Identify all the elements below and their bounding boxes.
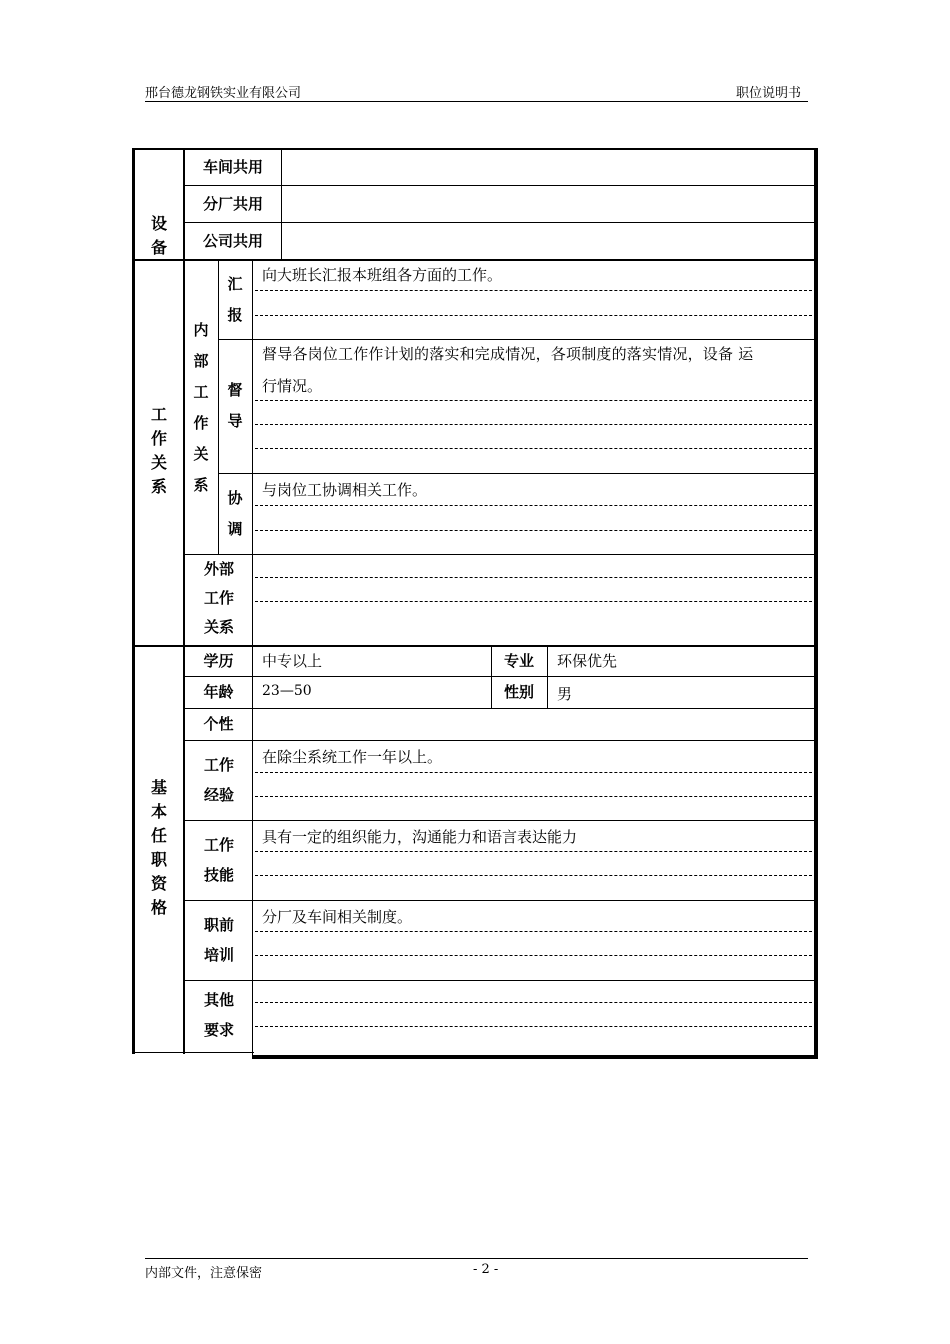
label-major: 专业 [503, 652, 534, 670]
major-value: 环保优先 [557, 652, 618, 670]
coordinate-text: 与岗位工协调相关工作。 [262, 481, 428, 499]
label-age: 年龄 [203, 683, 234, 701]
label-branch-shared: 分厂共用 [202, 195, 263, 213]
supervise-text-line1: 督导各岗位工作作计划的落实和完成情况，各项制度的落实情况，设备 运 [262, 345, 754, 363]
document-title: 职位说明书 [736, 86, 802, 101]
experience-value: 在除尘系统工作一年以上。 [262, 748, 443, 766]
label-coordinate: 协调 [227, 489, 243, 538]
footer-confidential: 内部文件，注意保密 [145, 1266, 263, 1281]
company-name: 邢台德龙钢铁实业有限公司 [145, 86, 302, 101]
education-value: 中专以上 [262, 652, 323, 670]
section-equipment: 设备 [150, 214, 167, 257]
label-company-shared: 公司共用 [202, 232, 263, 250]
label-skills: 工作技能 [203, 836, 234, 884]
page-number: - 2 - [473, 1262, 499, 1277]
label-supervise: 督导 [227, 381, 243, 430]
label-training: 职前培训 [203, 916, 234, 964]
section-work-relations: 工作关系 [150, 405, 167, 496]
label-experience: 工作经验 [203, 756, 234, 804]
label-personality: 个性 [203, 715, 234, 733]
section-qualifications: 基本任职资格 [150, 778, 167, 917]
report-text: 向大班长汇报本班组各方面的工作。 [262, 266, 503, 284]
label-education: 学历 [203, 652, 234, 670]
header-rule [145, 101, 808, 102]
skills-value: 具有一定的组织能力，沟通能力和语言表达能力 [262, 828, 578, 846]
label-workshop-shared: 车间共用 [202, 158, 263, 176]
age-value: 23—50 [262, 683, 312, 699]
label-internal-relations: 内部工作关系 [193, 321, 209, 494]
label-gender: 性别 [503, 683, 534, 701]
footer-rule [145, 1258, 808, 1259]
label-report: 汇报 [227, 275, 243, 324]
label-external-relations: 外部工作关系 [203, 560, 234, 636]
training-value: 分厂及车间相关制度。 [262, 908, 413, 926]
supervise-text-line2: 行情况。 [262, 377, 323, 395]
gender-value: 男 [557, 685, 573, 703]
label-other-requirements: 其他要求 [203, 991, 234, 1039]
